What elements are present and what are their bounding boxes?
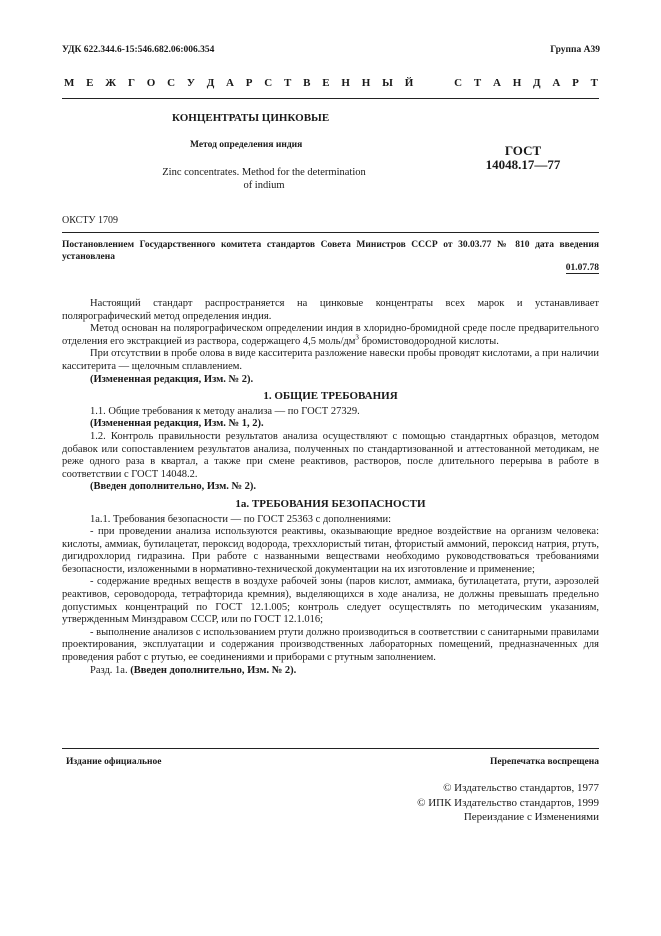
gost-number (478, 144, 568, 172)
english-title-line-2: of indium (243, 180, 285, 191)
heading-letter: У (186, 77, 195, 89)
heading-letter: Е (86, 77, 94, 89)
heading-letter: Н (361, 77, 371, 89)
heading-letter (425, 77, 428, 89)
heading-letter: Р (245, 77, 253, 89)
clause-1-2: 1.2. Контроль правильности результатов анализа осуществляют с помощью стандартных образцов, методом добавок или сопоставлением результатов анализа, полученных по стандартизованной и аттестованной методикам, не реже одного раза в квартал, а также при смене реактивов, растворов, после длительного перерыва в работе в соответствии с ГОСТ 14048.2. (62, 430, 599, 480)
document-title: КОНЦЕНТРАТЫ ЦИНКОВЫЕ (172, 112, 330, 124)
heading-letter: Н (512, 77, 522, 89)
udk-code: УДК 622.344.6-15:546.682.06:006.354 (62, 45, 215, 55)
section-heading-general: 1. ОБЩИЕ ТРЕБОВАНИЯ (263, 390, 398, 403)
amendment-note: (Измененная редакция, Изм. № 2). (90, 373, 254, 385)
header-divider (62, 98, 599, 99)
heading-letter: Ж (105, 77, 117, 89)
document-body (62, 298, 599, 677)
english-title (150, 166, 378, 192)
heading-letter: М (64, 77, 75, 89)
decree-text: Постановлением Государственного комитета стандартов Совета Министров СССР от 30.03.77 № 810 дата введения установлена (62, 240, 599, 262)
safety-item-mercury: - выполнение анализов с использованием ртути должно производиться в соответствии с санитарными правилами проектирования, эксплуатации и содержания производственных лабораторных помещений, предназначенных для проведения работ с ртутью, ее соединениями и приборами с ртутным заполнением. (62, 626, 599, 664)
heading-letter: Р (572, 77, 579, 89)
standard-type-heading (64, 77, 598, 89)
heading-letter: Д (206, 77, 215, 89)
amendment-note: (Введен дополнительно, Изм. № 2). (90, 481, 257, 493)
heading-letter: Е (322, 77, 330, 89)
heading-letter (440, 77, 443, 89)
clause-1-1: 1.1. Общие требования к методу анализа — по ГОСТ 27329. (90, 405, 360, 417)
section-1a-note (62, 665, 599, 678)
oksty-divider (62, 232, 599, 233)
copyright-block (417, 781, 599, 825)
heading-letter: Г (127, 77, 135, 89)
heading-letter: Т (590, 77, 598, 89)
method-subtitle: Метод определения индия (190, 140, 303, 150)
copyright-1999: © ИПК Издательство стандартов, 1999 (417, 796, 599, 809)
amendment-note: (Введен дополнительно, Изм. № 2). (130, 664, 297, 676)
gost-label: ГОСТ (504, 143, 542, 158)
heading-letter: Д (533, 77, 541, 89)
heading-letter: А (226, 77, 234, 89)
heading-letter: Н (341, 77, 350, 89)
footer-divider (62, 748, 599, 749)
superscript: 3 (355, 333, 359, 342)
heading-letter: А (552, 77, 561, 89)
introduction-date: 01.07.78 (565, 263, 599, 273)
copyright-1977: © Издательство стандартов, 1977 (443, 782, 599, 794)
gost-code: 14048.17—77 (485, 157, 561, 172)
paragraph-method-text: Метод основан на полярографическом определении индия в хлоридно-бромидной среде после предварительного отделения его экстракцией из раствора, содержащего 4,5 моль/дм (62, 323, 599, 347)
paragraph-decomposition: При отсутствии в пробе олова в виде касситерита разложение навески пробы проводят кислотами, а при наличии касситерита — щелочным сплавлением. (62, 348, 599, 372)
reissue-note: Переиздание с Изменениями (463, 811, 599, 823)
official-edition: Издание официальное (66, 757, 162, 767)
oksty-code: ОКСТУ 1709 (62, 215, 119, 226)
heading-letter: Й (404, 77, 414, 89)
heading-letter: Т (284, 77, 292, 89)
heading-letter: С (454, 77, 463, 89)
heading-letter: Т (473, 77, 482, 89)
heading-letter: О (146, 77, 156, 89)
heading-letter: Ы (382, 77, 393, 89)
safety-item-air: - содержание вредных веществ в воздухе рабочей зоны (паров кислот, аммиака, бутилацетата, ртути, аэрозолей реактивов, сероводорода, тетрафторида кремния), выделяющихся в ходе анализа, не должны превышать предельно допустимых концентраций по ГОСТ 12.1.005; контроль следует осуществлять по методическим указаниям, утвержденным Минздравом СССР, или по ГОСТ 12.1.016; (62, 576, 599, 626)
section-heading-safety: 1а. ТРЕБОВАНИЯ БЕЗОПАСНОСТИ (235, 497, 426, 510)
safety-item-reagents: - при проведении анализа используются реактивы, оказывающие вредное воздействие на организм человека: кислоты, аммиак, бутилацетат, пероксид водорода, треххлористый титан, фтористый аммоний, пероксид натрия, ртуть, дигидрохлорид гидразина. При работе с названными веществами необходимо руководствоваться требованиями безопасности, изложенными в нормативно-технической документации на их изготовление и применение; (62, 526, 599, 575)
section-1a-label: Разд. 1а. (90, 664, 131, 676)
amendment-note: (Измененная редакция, Изм. № 1, 2). (90, 418, 264, 430)
reprint-notice: Перепечатка воспрещена (489, 757, 599, 767)
clause-1a-1: 1а.1. Требования безопасности — по ГОСТ 25363 с дополнениями: (90, 513, 392, 525)
paragraph-method-text-end: бромистоводородной кислоты. (358, 335, 499, 347)
heading-letter: С (264, 77, 273, 89)
heading-letter: С (167, 77, 176, 89)
group-code: Группа А39 (550, 45, 600, 55)
heading-letter: В (303, 77, 311, 89)
heading-letter: А (492, 77, 501, 89)
paragraph-scope: Настоящий стандарт распространяется на цинковые концентраты всех марок и устанавливает полярографический метод определения индия. (62, 298, 599, 322)
paragraph-method-basis (62, 323, 599, 348)
english-title-line-1: Zinc concentrates. Method for the determination (162, 167, 366, 178)
